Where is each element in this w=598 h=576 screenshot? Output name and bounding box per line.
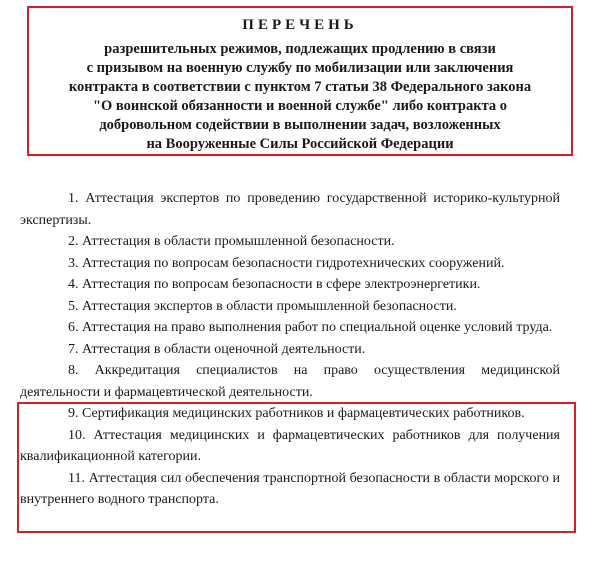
list-item: 2. Аттестация в области промышленной безопасности. — [68, 234, 395, 249]
list-item: 3. Аттестация по вопросам безопасности гидротехнических сооружений. — [68, 255, 505, 271]
subtitle-line: добровольном содействии в выполнении задач, возложенных — [99, 117, 501, 133]
list-item: 10. Аттестация медицинских и фармацевтических работников для получения квалификационной категории. — [20, 427, 560, 464]
list-item: 7. Аттестация в области оценочной деятельности. — [68, 341, 366, 357]
subtitle-line: с призывом на военную службу по мобилизации или заключения — [86, 60, 514, 76]
document-heading: ПЕРЕЧЕНЬ — [242, 17, 358, 33]
subtitle-line: "О воинской обязанности и военной службе" либо контракта о — [92, 98, 508, 114]
list-item: 9. Сертификация медицинских работников и фармацевтических работников. — [68, 406, 525, 421]
list-item: 5. Аттестация экспертов в области промышленной безопасности. — [68, 298, 457, 314]
subtitle-line: разрешительных режимов, подлежащих продлению в связи — [104, 41, 496, 57]
medical-items-highlight-box — [17, 402, 576, 533]
list-item: 11. Аттестация сил обеспечения транспортной безопасности в области морского и внутреннего водного транспорта. — [20, 470, 560, 507]
document-subtitle — [29, 40, 571, 154]
list-item: 4. Аттестация по вопросам безопасности в сфере электроэнергетики. — [68, 277, 481, 292]
list-item: 6. Аттестация на право выполнения работ по специальной оценке условий труда. — [68, 320, 553, 335]
list-item: 8. Аккредитация специалистов на право осуществления медицинской деятельности и фармацевтической деятельности. — [20, 363, 560, 400]
subtitle-line: контракта в соответствии с пунктом 7 статьи 38 Федерального закона — [68, 79, 532, 95]
list-item: 1. Аттестация экспертов по проведению государственной историко-культурной экспертизы. — [20, 191, 560, 228]
title-highlight-box — [27, 6, 573, 156]
subtitle-line: на Вооруженные Силы Российской Федерации — [146, 136, 454, 152]
